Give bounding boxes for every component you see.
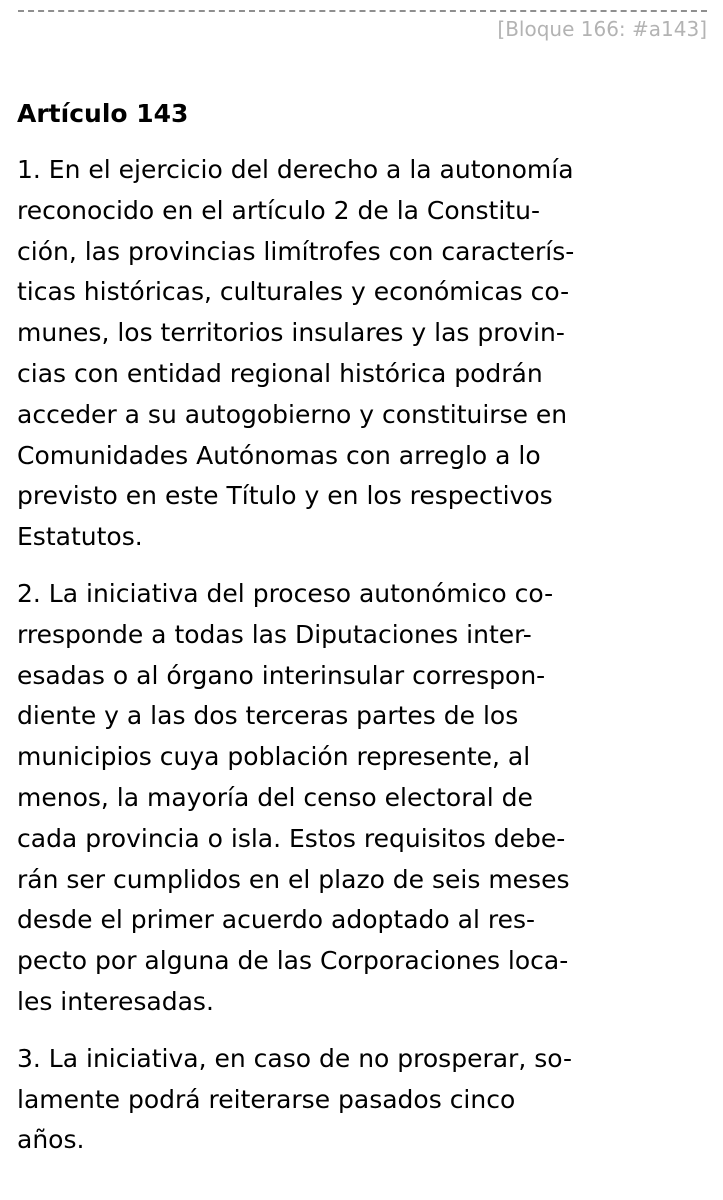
paragraph-line: Comunidades Autónomas con arreglo a lo [17, 440, 541, 470]
paragraph-line: acceder a su autogobierno y constituirse en [17, 399, 568, 429]
paragraph-line: ción, las provincias limítrofes con caracterís- [17, 236, 575, 266]
paragraph-line: cada provincia o isla. Estos requisitos debe- [17, 823, 566, 853]
paragraph-line: pecto por alguna de las Corporaciones loca- [17, 946, 569, 976]
paragraph-line: lamente podrá reiterarse pasados cinco [17, 1084, 516, 1114]
paragraph-line: esadas o al órgano interinsular correspon- [17, 660, 546, 690]
article-paragraph-2 [17, 574, 707, 1023]
paragraph-line: 2. La iniciativa del proceso autonómico co- [17, 578, 554, 608]
paragraph-line: ticas históricas, culturales y económicas co- [17, 277, 570, 307]
paragraph-line: previsto en este Título y en los respectivos [17, 481, 553, 511]
article-paragraph-3 [17, 1039, 707, 1161]
dashed-divider [18, 10, 707, 12]
paragraph-line: rresponde a todas las Diputaciones inter- [17, 619, 532, 649]
article-paragraph-1 [17, 150, 707, 558]
paragraph-line: cias con entidad regional histórica podrán [17, 358, 543, 388]
paragraph-line: años. [17, 1125, 85, 1155]
paragraph-line: les interesadas. [17, 986, 214, 1016]
block-reference: [Bloque 166: #a143] [497, 17, 707, 41]
paragraph-line: munes, los territorios insulares y las provin- [17, 318, 565, 348]
paragraph-line: municipios cuya población represente, al [17, 742, 531, 772]
paragraph-line: menos, la mayoría del censo electoral de [17, 782, 533, 812]
paragraph-line: rán ser cumplidos en el plazo de seis meses [17, 864, 570, 894]
paragraph-line: 1. En el ejercicio del derecho a la autonomía [17, 155, 574, 184]
paragraph-line: diente y a las dos terceras partes de los [17, 701, 519, 731]
paragraph-line: 3. La iniciativa, en caso de no prosperar, so- [17, 1043, 573, 1073]
paragraph-line: desde el primer acuerdo adoptado al res- [17, 905, 535, 935]
article-title: Artículo 143 [17, 99, 189, 128]
paragraph-line: reconocido en el artículo 2 de la Constitu- [17, 195, 540, 225]
article-content [17, 94, 707, 1161]
paragraph-line: Estatutos. [17, 522, 143, 552]
